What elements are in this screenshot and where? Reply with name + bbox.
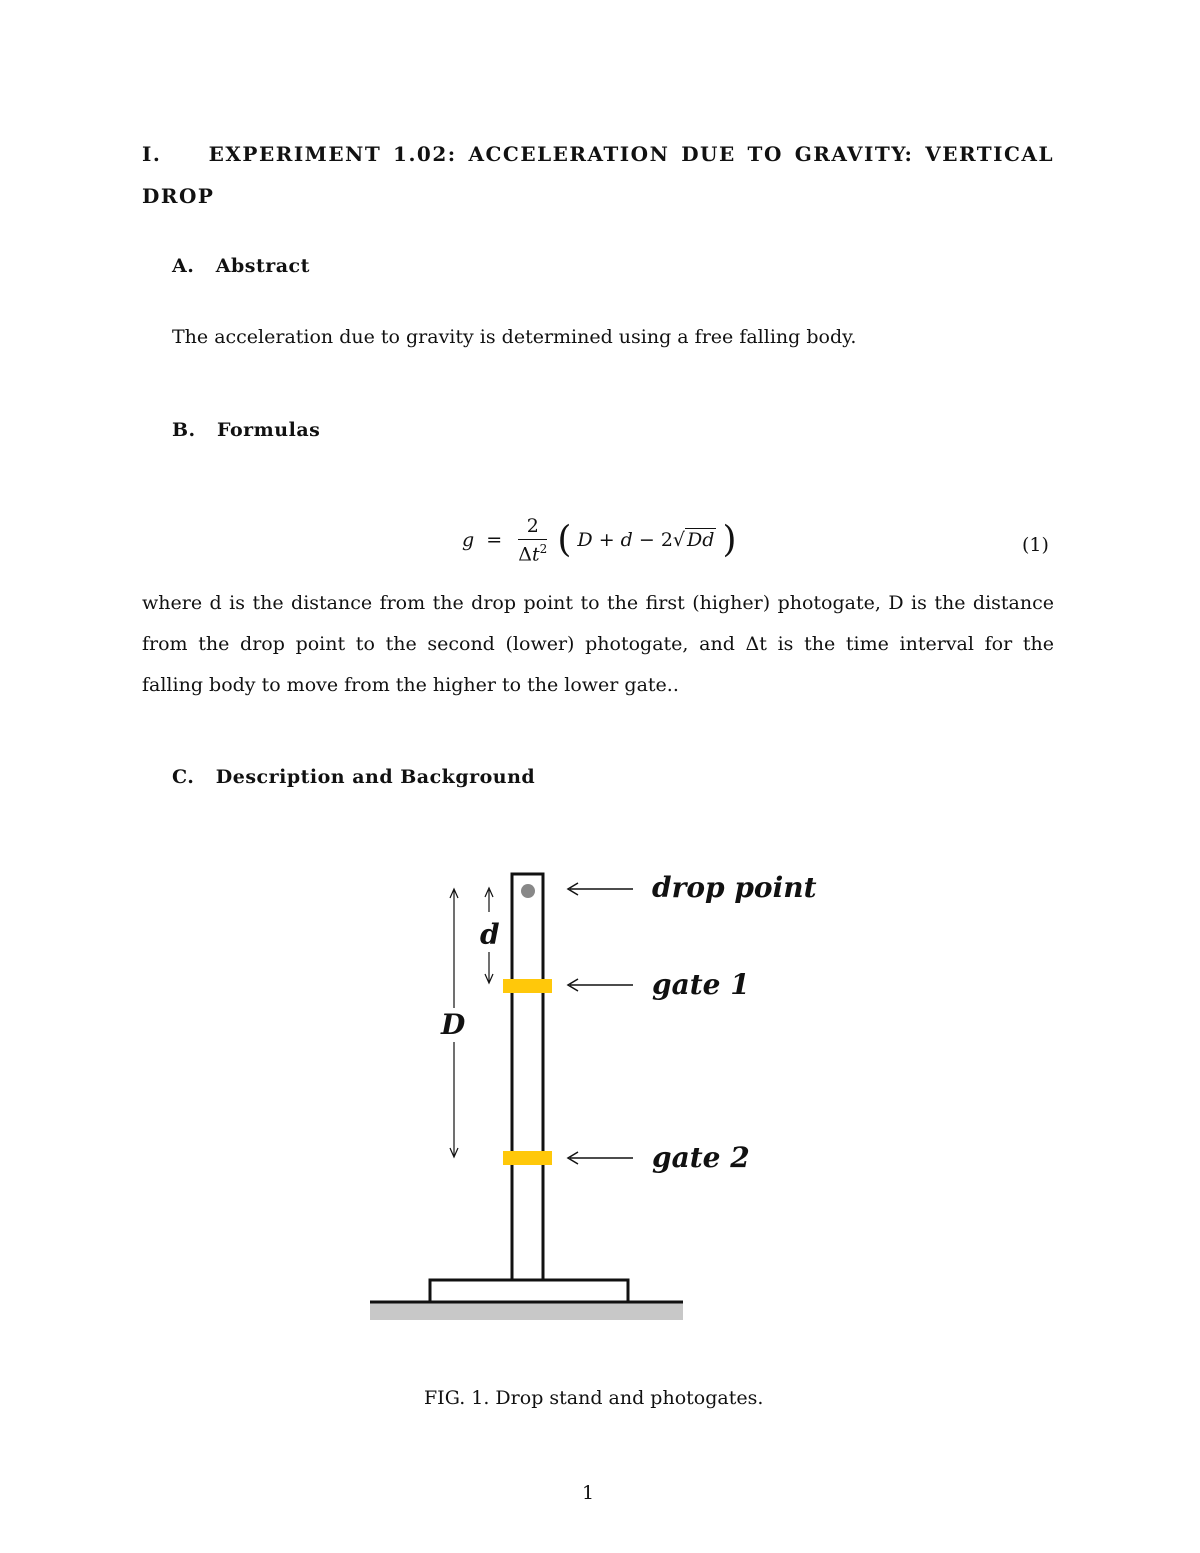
figure-caption: FIG. 1. Drop stand and photogates. [424, 1387, 764, 1409]
formulas-title: Formulas [217, 419, 321, 441]
section-heading-line2: DROP [142, 184, 215, 208]
drop-tube [512, 874, 543, 1280]
formulas-label: B. [172, 419, 196, 441]
gate-2 [503, 1151, 552, 1165]
label-small-d: d [480, 918, 500, 951]
page-number: 1 [582, 1482, 595, 1504]
label-gate-2: gate 2 [652, 1141, 750, 1174]
description-title: Description and Background [215, 766, 536, 788]
formula-description-line1: where d is the distance from the drop point to the first (higher) photogate, D is the distance [142, 592, 1054, 614]
section-title: EXPERIMENT 1.02: ACCELERATION DUE TO GRAVITY: VERTICAL [208, 142, 1054, 166]
label-gate-1: gate 1 [652, 968, 750, 1001]
formula-description-line2: from the drop point to the second (lower) photogate, and Δt is the time interval for the [142, 633, 1054, 655]
abstract-text: The acceleration due to gravity is determined using a free falling body. [172, 326, 857, 348]
label-big-D: D [441, 1008, 466, 1041]
stand-base [430, 1280, 628, 1302]
description-heading [172, 766, 535, 788]
abstract-title: Abstract [215, 255, 310, 277]
abstract-heading [172, 255, 310, 277]
equation-gravity: g = $\frac{2}{\Delta t^2}$ ( D + d − 2√ Dd ) [462, 515, 737, 566]
abstract-label: A. [172, 255, 195, 277]
description-label: C. [172, 766, 195, 788]
drop-stand-figure [360, 860, 840, 1330]
ground-shadow [370, 1302, 683, 1320]
gate-1 [503, 979, 552, 993]
section-heading-line1 [142, 142, 1054, 166]
equation-number: (1) [1022, 534, 1049, 556]
section-number: I. [142, 142, 162, 166]
formula-description-line3: falling body to move from the higher to the lower gate.. [142, 674, 679, 696]
falling-ball [521, 884, 535, 898]
formulas-heading [172, 419, 320, 441]
label-drop-point: drop point [652, 871, 817, 904]
